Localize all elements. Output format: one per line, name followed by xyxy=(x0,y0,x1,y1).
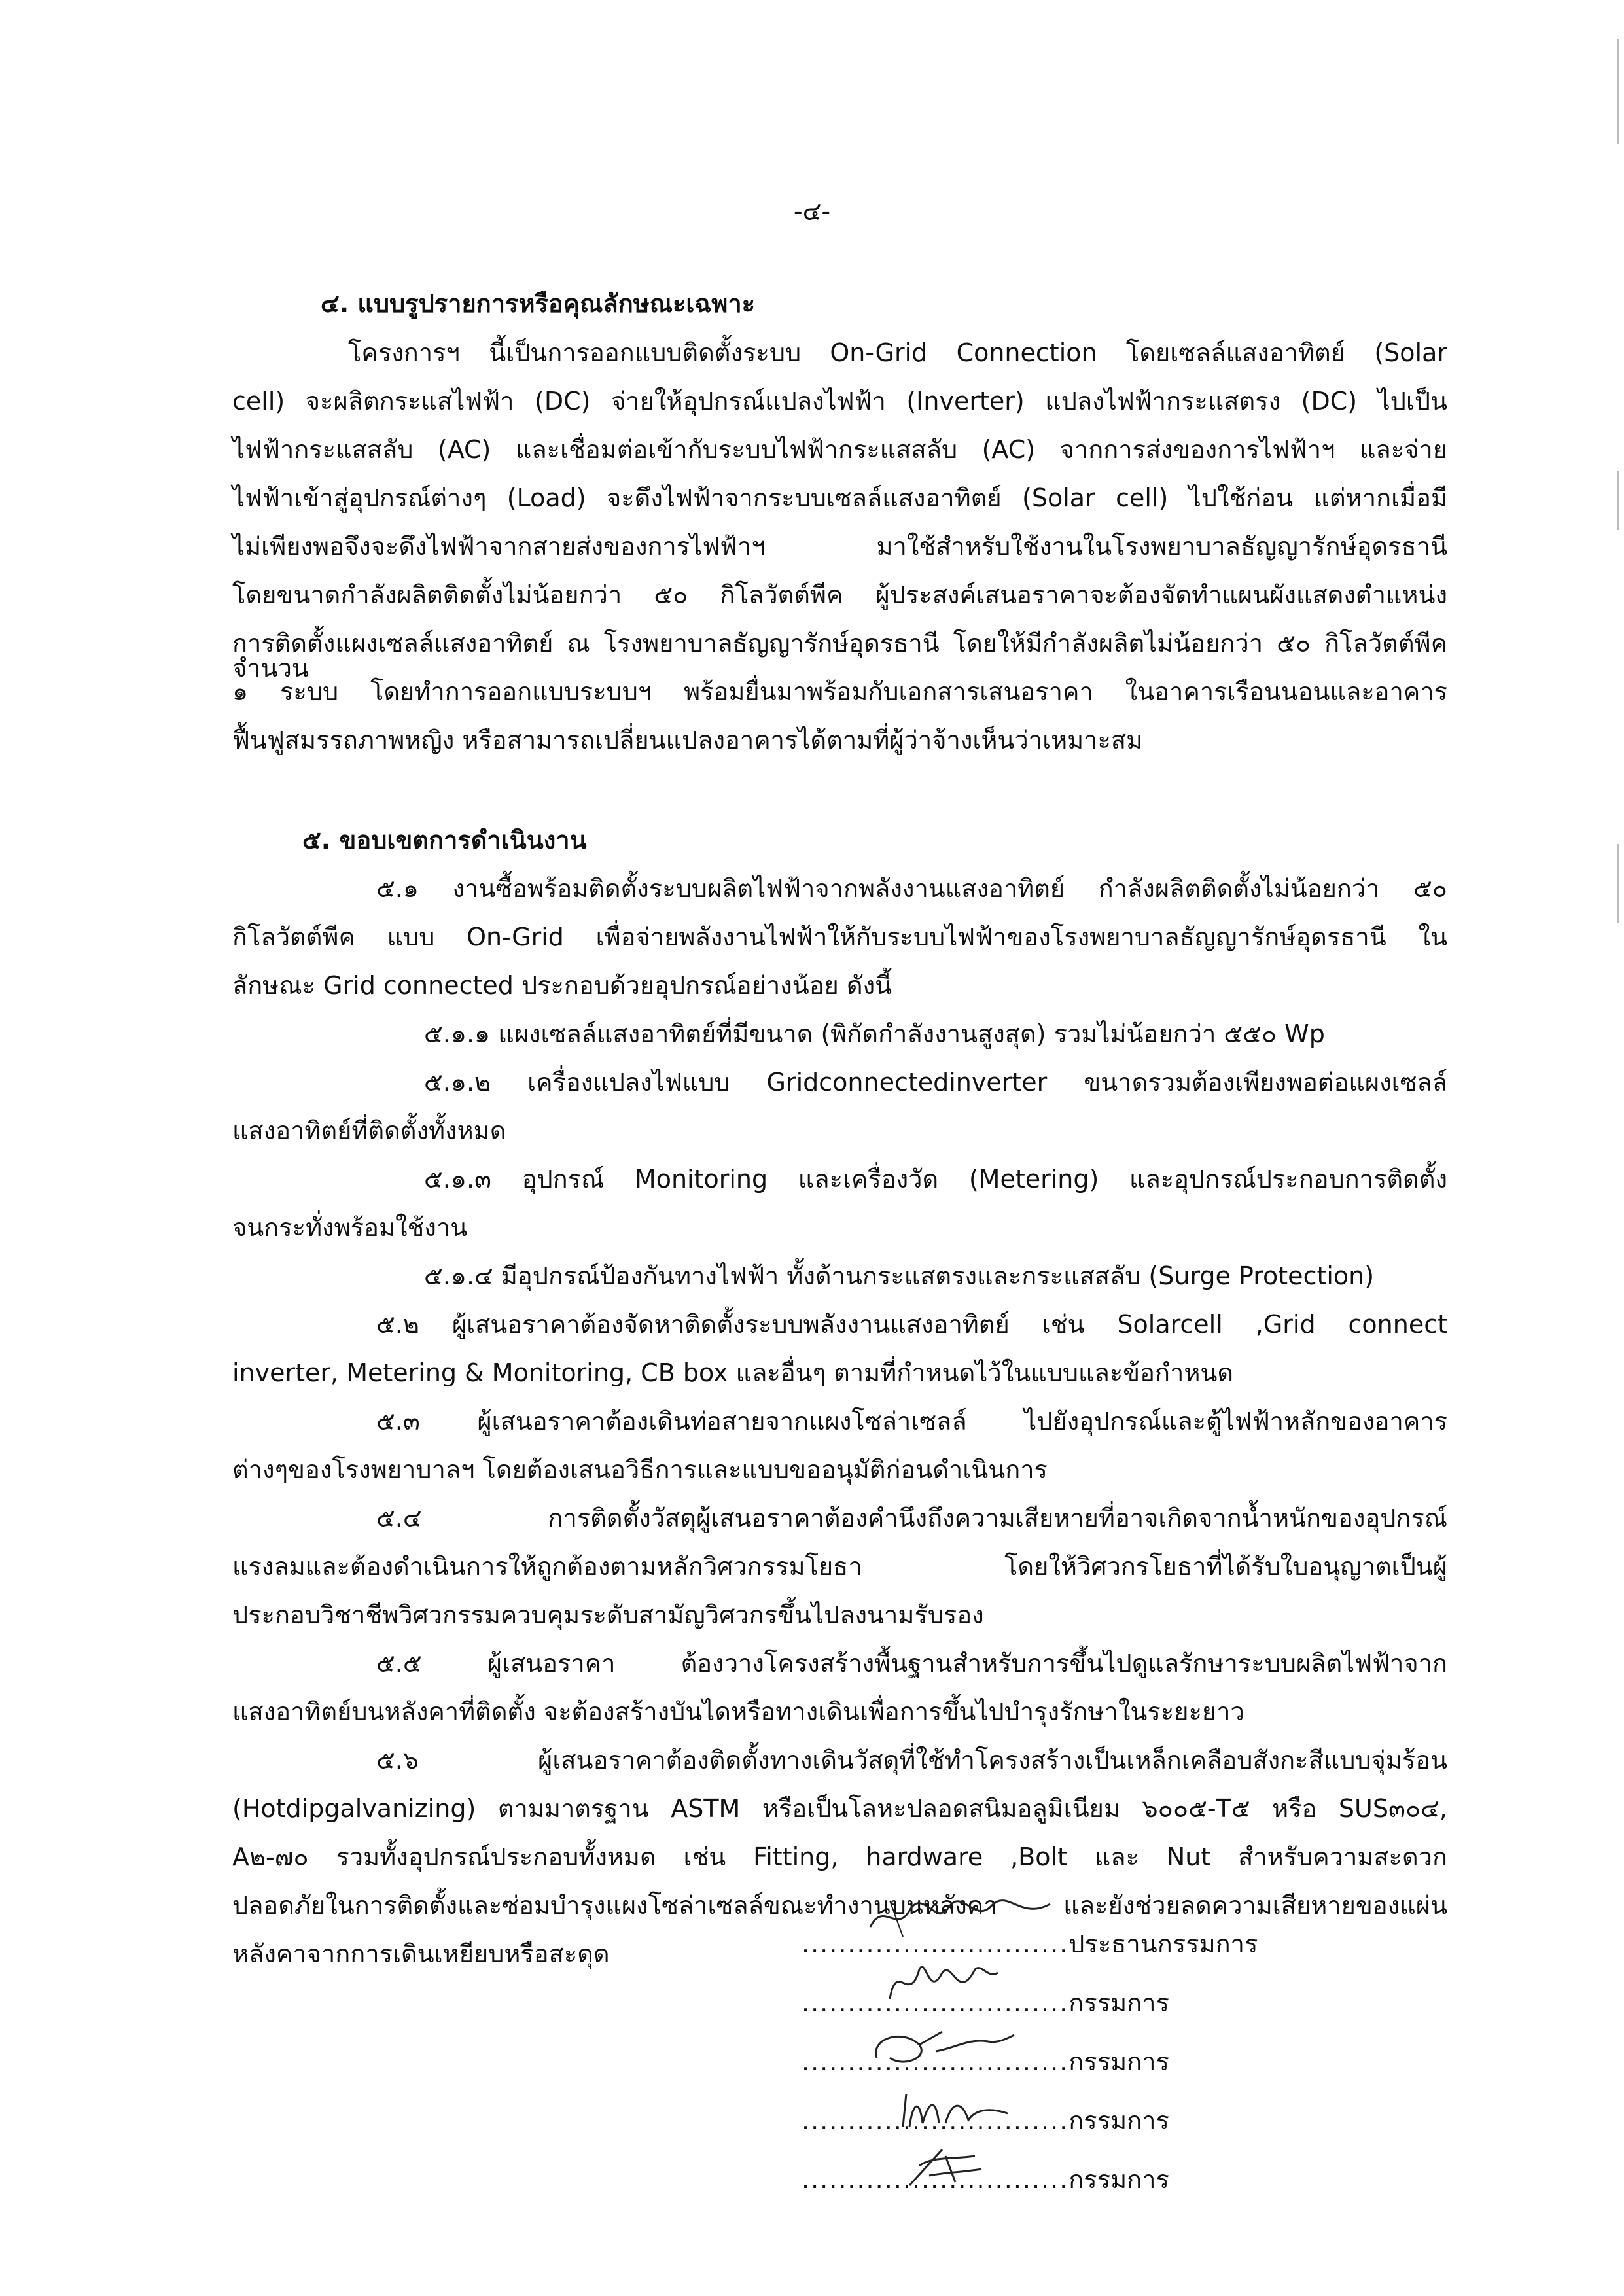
handwritten-signature xyxy=(864,1888,1060,1947)
signature-dots: ............................. xyxy=(802,1988,1069,2017)
handwritten-signature xyxy=(857,2019,1021,2077)
paragraph-line: A๒-๗๐ รวมทั้งอุปกรณ์ประกอบทั้งหมด เช่น Fitting, hardware ,Bolt และ Nut สำหรับความสะดวก xyxy=(232,1843,1447,1871)
paragraph-line: โครงการฯ นี้เป็นการออกแบบติดตั้งระบบ On-Grid Connection โดยเซลล์แสงอาทิตย์ (Solar xyxy=(348,338,1447,367)
list-item: ๕.๑.๑ แผงเซลล์แสงอาทิตย์ที่มีขนาด (พิกัดกำลังงานสูงสุด) รวมไม่น้อยกว่า ๕๕๐ Wp xyxy=(424,1019,1325,1048)
paragraph-line: โดยขนาดกำลังผลิตติดตั้งไม่น้อยกว่า ๕๐ กิโลวัตต์พีค ผู้ประสงค์เสนอราคาจะต้องจัดทำแผนผังแสดงตำแหน่ง xyxy=(232,580,1447,609)
paragraph-line: ๕.๕ ผู้เสนอราคา ต้องวางโครงสร้างพื้นฐานสำหรับการขึ้นไปดูแลรักษาระบบผลิตไฟฟ้าจาก xyxy=(376,1649,1447,1678)
paragraph-line: ไฟฟ้าเข้าสู่อุปกรณ์ต่างๆ (Load) จะดึงไฟฟ้าจากระบบเซลล์แสงอาทิตย์ (Solar cell) ไปใช้ก่อน แต่หากเมื่อมี xyxy=(232,484,1447,512)
paragraph-line: ไม่เพียงพอจึงจะดึงไฟฟ้าจากสายส่งของการไฟฟ้าฯ มาใช้สำหรับใช้งานในโรงพยาบาลธัญญารักษ์อุดรธานี xyxy=(232,532,1447,561)
list-item: ๕.๑.๔ มีอุปกรณ์ป้องกันทางไฟฟ้า ทั้งด้านกระแสตรงและกระแสสลับ (Surge Protection) xyxy=(424,1262,1375,1290)
signature-role: กรรมการ xyxy=(1068,1988,1169,2017)
paragraph-line: ๕.๓ ผู้เสนอราคาต้องเดินท่อสายจากแผงโซล่าเซลล์ ไปยังอุปกรณ์และตู้ไฟฟ้าหลักของอาคาร xyxy=(376,1407,1447,1436)
scan-edge-mark xyxy=(1617,844,1619,923)
paragraph-line: การติดตั้งแผงเซลล์แสงอาทิตย์ ณ โรงพยาบาลธัญญารักษ์อุดรธานี โดยให้มีกำลังผลิตไม่น้อยกว่า ๕๐ กิโลวัตต์พีค จำนวน xyxy=(232,629,1447,682)
list-item: ๕.๑.๒ เครื่องแปลงไฟแบบ Gridconnectedinverter ขนาดรวมต้องเพียงพอต่อแผงเซลล์ xyxy=(424,1068,1447,1097)
scan-edge-mark xyxy=(1617,471,1619,530)
page-number: -๔- xyxy=(793,197,831,226)
paragraph-line: cell) จะผลิตกระแสไฟฟ้า (DC) จ่ายให้อุปกรณ์แปลงไฟฟ้า (Inverter) แปลงไฟฟ้ากระแสตรง (DC) ไปเป็น xyxy=(232,387,1447,415)
paragraph-line: ลักษณะ Grid connected ประกอบด้วยอุปกรณ์อย่างน้อย ดังนี้ xyxy=(232,971,892,1000)
paragraph-line: กิโลวัตต์พีค แบบ On-Grid เพื่อจ่ายพลังงานไฟฟ้าให้กับระบบไฟฟ้าของโรงพยาบาลธัญญารักษ์อุดรธานี ใน xyxy=(232,923,1447,951)
paragraph-line: แสงอาทิตย์ที่ติดตั้งทั้งหมด xyxy=(232,1116,506,1145)
paragraph-line: ปลอดภัยในการติดตั้งและซ่อมบำรุงแผงโซล่าเซลล์ขณะทำงานบนหลังคา และยังช่วยลดความเสียหายของแผ่น xyxy=(232,1891,1447,1920)
signature-role: กรรมการ xyxy=(1068,2106,1169,2135)
signature-dots: ............................. xyxy=(802,2106,1069,2135)
paragraph-line: ฟื้นฟูสมรรถภาพหญิง หรือสามารถเปลี่ยนแปลงอาคารได้ตามที่ผู้ว่าจ้างเห็นว่าเหมาะสม xyxy=(232,726,1143,754)
paragraph-line: ๕.๖ ผู้เสนอราคาต้องติดตั้งทางเดินวัสดุที่ใช้ทำโครงสร้างเป็นเหล็กเคลือบสังกะสีแบบจุ่มร้อน xyxy=(376,1746,1447,1775)
signature-dots: ............................. xyxy=(802,1930,1069,1958)
paragraph-line: ๑ ระบบ โดยทำการออกแบบระบบฯ พร้อมยื่นมาพร้อมกับเอกสารเสนอราคา ในอาคารเรือนนอนและอาคาร xyxy=(232,677,1447,706)
list-item: ๕.๑.๓ อุปกรณ์ Monitoring และเครื่องวัด (Metering) และอุปกรณ์ประกอบการติดตั้ง xyxy=(424,1165,1447,1193)
paragraph-line: ๕.๔ การติดตั้งวัสดุผู้เสนอราคาต้องคำนึงถึงความเสียหายที่อาจเกิดจากน้ำหนักของอุปกรณ์ xyxy=(376,1504,1447,1532)
signature-role: ประธานกรรมการ xyxy=(1068,1930,1258,1958)
paragraph-line: (Hotdipgalvanizing) ตามมาตรฐาน ASTM หรือเป็นโลหะปลอดสนิมอลูมิเนียม ๖๐๐๕-T๕ หรือ SUS๓๐๔, xyxy=(232,1794,1447,1823)
paragraph-line: แรงลมและต้องดำเนินการให้ถูกต้องตามหลักวิศวกรรมโยธา โดยให้วิศวกรโยธาที่ได้รับใบอนุญาตเป็นผู้ xyxy=(232,1552,1447,1581)
signature-dots: ............................. xyxy=(802,2047,1069,2076)
paragraph-line: ๕.๑ งานซื้อพร้อมติดตั้งระบบผลิตไฟฟ้าจากพลังงานแสงอาทิตย์ กำลังผลิตติดตั้งไม่น้อยกว่า ๕๐ xyxy=(376,874,1447,903)
paragraph-line: ไฟฟ้ากระแสสลับ (AC) และเชื่อมต่อเข้ากับระบบไฟฟ้ากระแสสลับ (AC) จากการส่งของการไฟฟ้าฯ และจ่าย xyxy=(232,435,1447,464)
signature-role: กรรมการ xyxy=(1068,2165,1169,2194)
handwritten-signature xyxy=(877,1953,1008,2012)
section-5-heading: ๕. ขอบเขตการดำเนินงาน xyxy=(302,826,587,855)
signature-role: กรรมการ xyxy=(1068,2047,1169,2076)
paragraph-line: ๕.๒ ผู้เสนอราคาต้องจัดหาติดตั้งระบบพลังงานแสงอาทิตย์ เช่น Solarcell ,Grid connect xyxy=(376,1310,1447,1339)
paragraph-line: inverter, Metering & Monitoring, CB box และอื่นๆ ตามที่กำหนดไว้ในแบบและข้อกำหนด xyxy=(232,1358,1234,1387)
handwritten-signature xyxy=(883,2136,1014,2195)
section-4-heading: ๔. แบบรูปรายการหรือคุณลักษณะเฉพาะ xyxy=(321,289,756,318)
handwritten-signature xyxy=(890,2084,1021,2136)
paragraph-line: จนกระทั่งพร้อมใช้งาน xyxy=(232,1213,468,1242)
signature-dots: ............................. xyxy=(802,2165,1069,2194)
paragraph-line: ต่างๆของโรงพยาบาลฯ โดยต้องเสนอวิธีการและแบบขออนุมัติก่อนดำเนินการ xyxy=(232,1455,1048,1484)
paragraph-line: หลังคาจากการเดินเหยียบหรือสะดุด xyxy=(232,1939,610,1968)
scan-edge-mark xyxy=(1617,39,1619,144)
paragraph-line: แสงอาทิตย์บนหลังคาที่ติดตั้ง จะต้องสร้างบันไดหรือทางเดินเพื่อการขึ้นไปบำรุงรักษาในระยะยาว xyxy=(232,1697,1244,1726)
paragraph-line: ประกอบวิชาชีพวิศวกรรมควบคุมระดับสามัญวิศวกรขึ้นไปลงนามรับรอง xyxy=(232,1600,984,1629)
